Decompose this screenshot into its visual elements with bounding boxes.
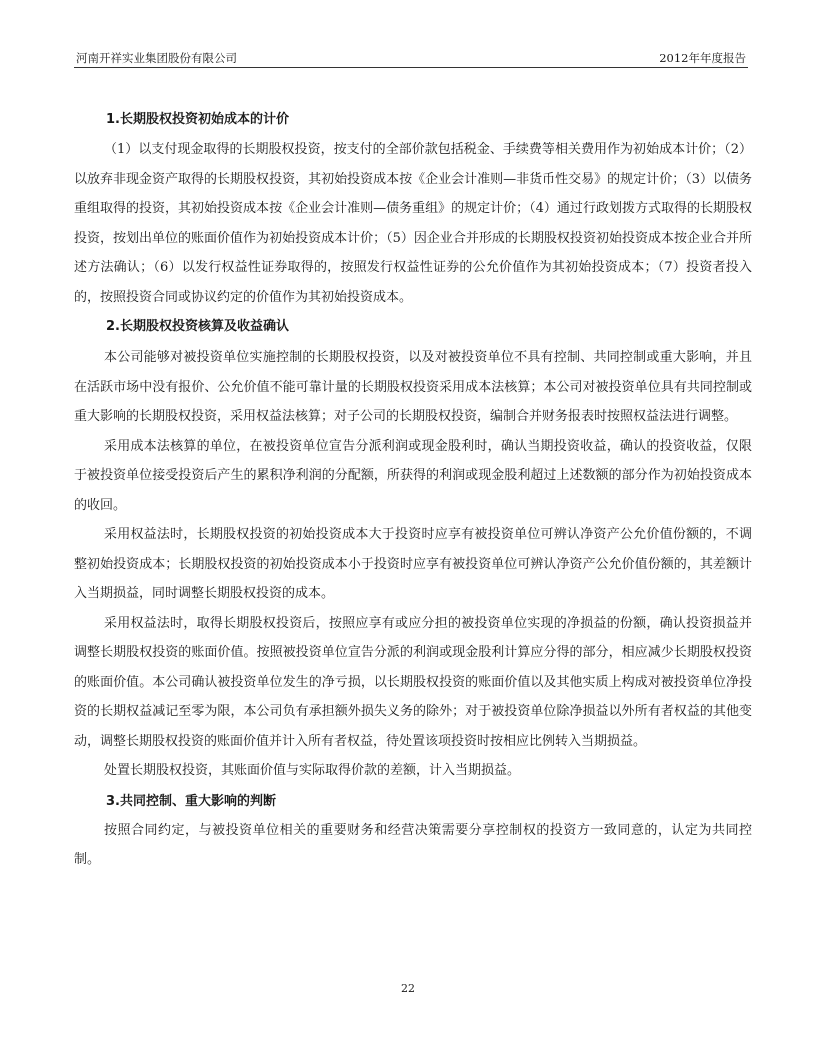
paragraph: 本公司能够对被投资单位实施控制的长期股权投资，以及对被投资单位不具有控制、共同控制或重大影响，并且在活跃市场中没有报价、公允价值不能可靠计量的长期股权投资采用成本法核算；本公司对被投资单位具有共同控制或重大影响的长期股权投资，采用权益法核算；对子公司的长期股权投资，编制合并财务报表时按照权益法进行调整。	[74, 350, 752, 424]
paragraph: 采用成本法核算的单位，在被投资单位宣告分派利润或现金股利时，确认当期投资收益，确认的投资收益，仅限于被投资单位接受投资后产生的累积净利润的分配额，所获得的利润或现金股利超过上述数额的部分作为初始投资成本的收回。	[74, 438, 752, 513]
paragraph: 采用权益法时，长期股权投资的初始投资成本大于投资时应享有被投资单位可辨认净资产公允价值份额的，不调整初始投资成本；长期股权投资的初始投资成本小于投资时应享有被投资单位可辨认净资产公允价值份额的，其差额计入当期损益，同时调整长期股权投资的成本。	[74, 527, 752, 601]
main-content	[74, 108, 752, 875]
section-heading: 3.共同控制、重大影响的判断	[106, 793, 276, 809]
report-title: 2012年年度报告	[659, 51, 746, 65]
paragraph: （1）以支付现金取得的长期股权投资，按支付的全部价款包括税金、手续费等相关费用作为初始成本计价；（2）以放弃非现金资产取得的长期股权投资，其初始投资成本按《企业会计准则—非货币性交易》的规定计价；（3）以债务重组取得的投资，其初始投资成本按《企业会计准则—债务重组》的规定计价；（4）通过行政划拨方式取得的长期股权投资，按划出单位的账面价值作为初始投资成本计价；（5）因企业合并形成的长期股权投资初始投资成本按企业合并所述方法确认；（6）以发行权益性证券取得的，按照发行权益性证券的公允价值作为其初始投资成本；（7）投资者投入的，按照投资合同或协议约定的价值作为其初始投资成本。	[74, 142, 752, 305]
paragraph: 按照合同约定，与被投资单位相关的重要财务和经营决策需要分享控制权的投资方一致同意的，认定为共同控制。	[74, 822, 752, 867]
paragraph: 采用权益法时，取得长期股权投资后，按照应享有或应分担的被投资单位实现的净损益的份额，确认投资损益并调整长期股权投资的账面价值。按照被投资单位宣告分派的利润或现金股利计算应分得的部分，相应减少长期股权投资的账面价值。本公司确认被投资单位发生的净亏损，以长期股权投资的账面价值以及其他实质上构成对被投资单位净投资的长期权益减记至零为限，本公司负有承担额外损失义务的除外；对于被投资单位除净损益以外所有者权益的其他变动，调整长期股权投资的账面价值并计入所有者权益，待处置该项投资时按相应比例转入当期损益。	[74, 615, 752, 749]
company-name: 河南开祥实业集团股份有限公司	[76, 51, 237, 65]
section-heading: 1.长期股权投资初始成本的计价	[106, 112, 289, 127]
paragraph: 处置长期股权投资，其账面价值与实际取得价款的差额，计入当期损益。	[104, 763, 521, 778]
page-number: 22	[401, 982, 415, 995]
section-heading: 2.长期股权投资核算及收益确认	[106, 319, 289, 334]
page-header	[74, 49, 748, 68]
